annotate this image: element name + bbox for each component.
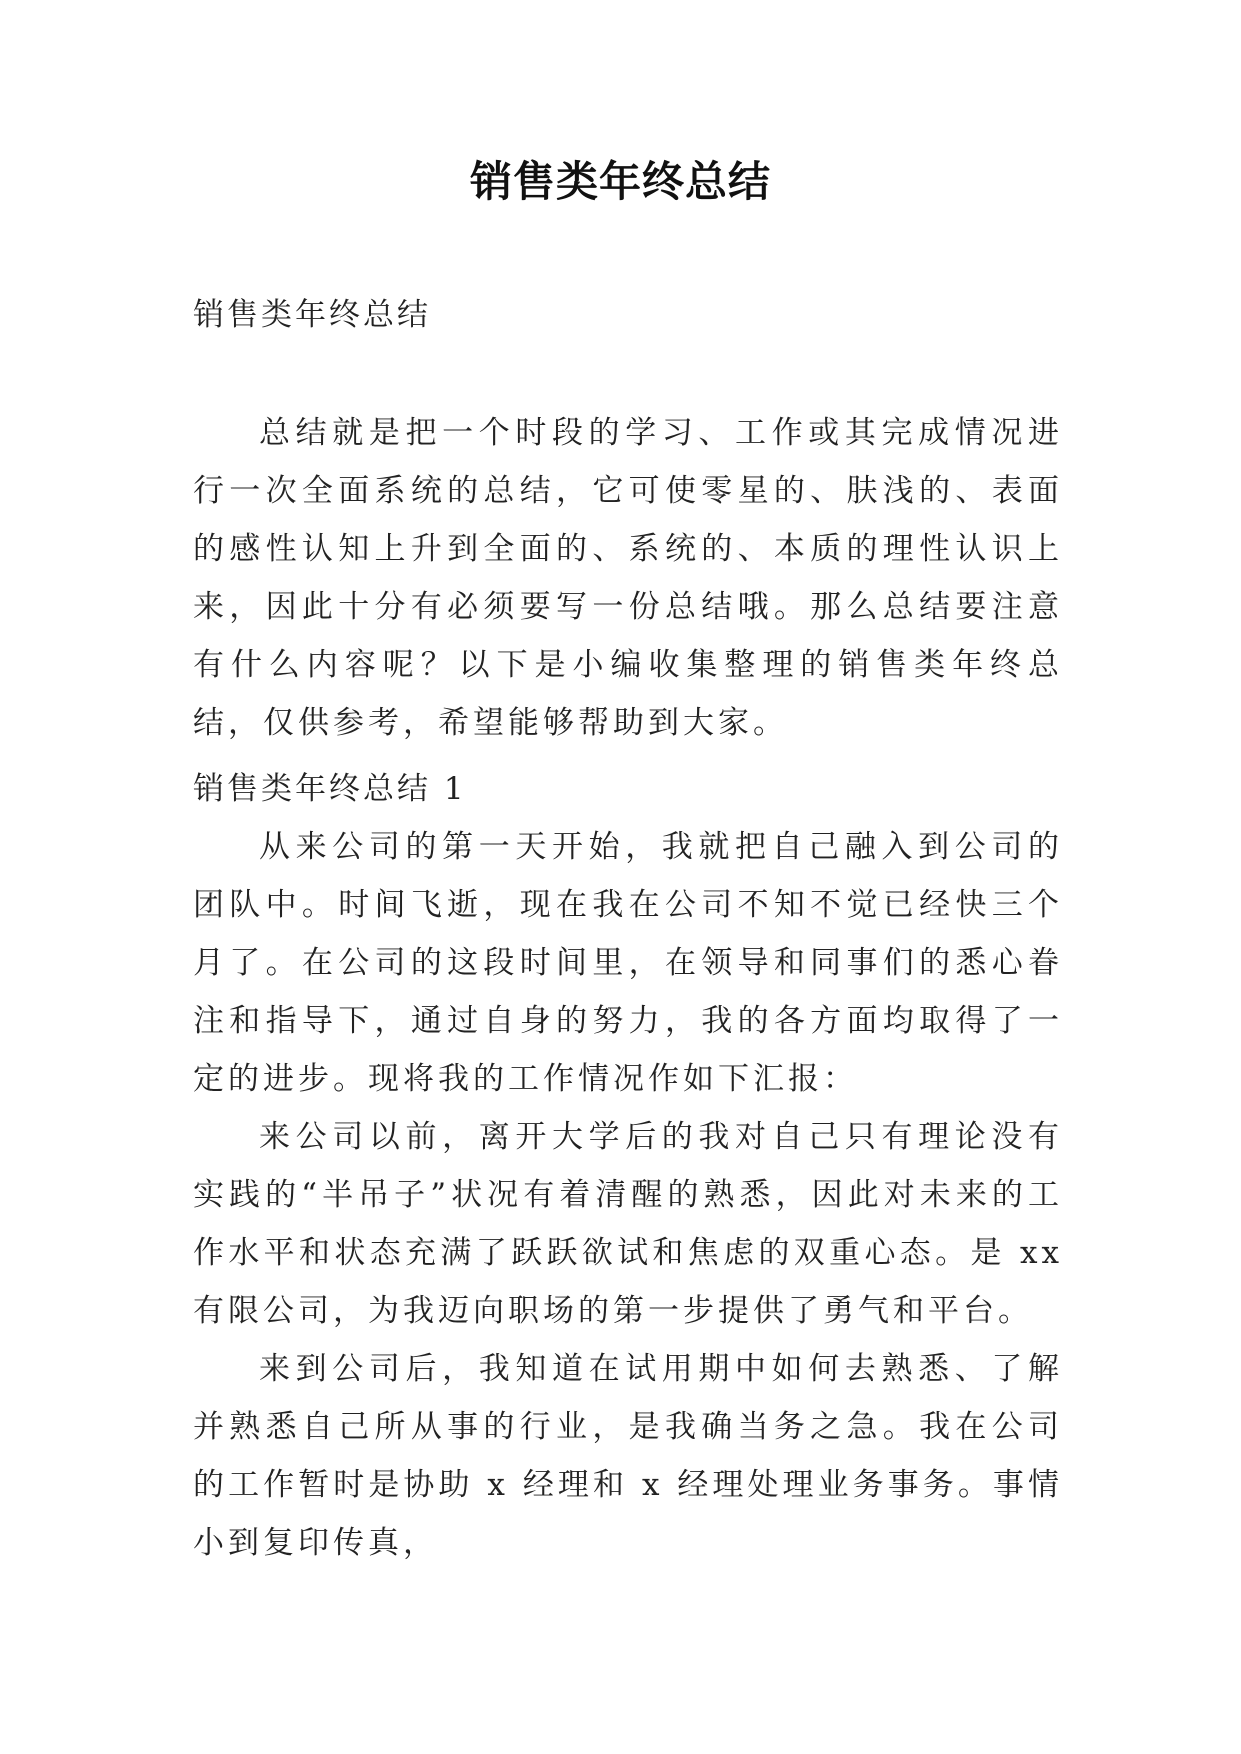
document-title: 销售类年终总结 xyxy=(469,157,771,206)
section-paragraph: 来到公司后，我知道在试用期中如何去熟悉、了解并熟悉自己所从事的行业，是我确当务之急。我在公司的工作暂时是协助 x 经理和 x 经理处理业务事务。事情小到复印传真， xyxy=(193,1351,1063,1561)
section-heading: 销售类年终总结 1 xyxy=(193,771,467,807)
section-body xyxy=(193,818,1063,1572)
section-paragraph: 来公司以前，离开大学后的我对自己只有理论没有实践的“半吊子”状况有着清醒的熟悉，因此对未来的工作水平和状态充满了跃跃欲试和焦虑的双重心态。是 xx 有限公司，为我迈向职场的第一步提供了勇气和平台。 xyxy=(193,1119,1063,1329)
document-subtitle: 销售类年终总结 xyxy=(193,297,431,333)
section-paragraph: 从来公司的第一天开始，我就把自己融入到公司的团队中。时间飞逝，现在我在公司不知不觉已经快三个月了。在公司的这段时间里，在领导和同事们的悉心眷注和指导下，通过自身的努力，我的各方面均取得了一定的进步。现将我的工作情况作如下汇报： xyxy=(193,829,1063,1097)
intro-paragraph: 总结就是把一个时段的学习、工作或其完成情况进行一次全面系统的总结，它可使零星的、肤浅的、表面的感性认知上升到全面的、系统的、本质的理性认识上来，因此十分有必须要写一份总结哦。那么总结要注意有什么内容呢？以下是小编收集整理的销售类年终总结，仅供参考，希望能够帮助到大家。 xyxy=(193,415,1063,741)
